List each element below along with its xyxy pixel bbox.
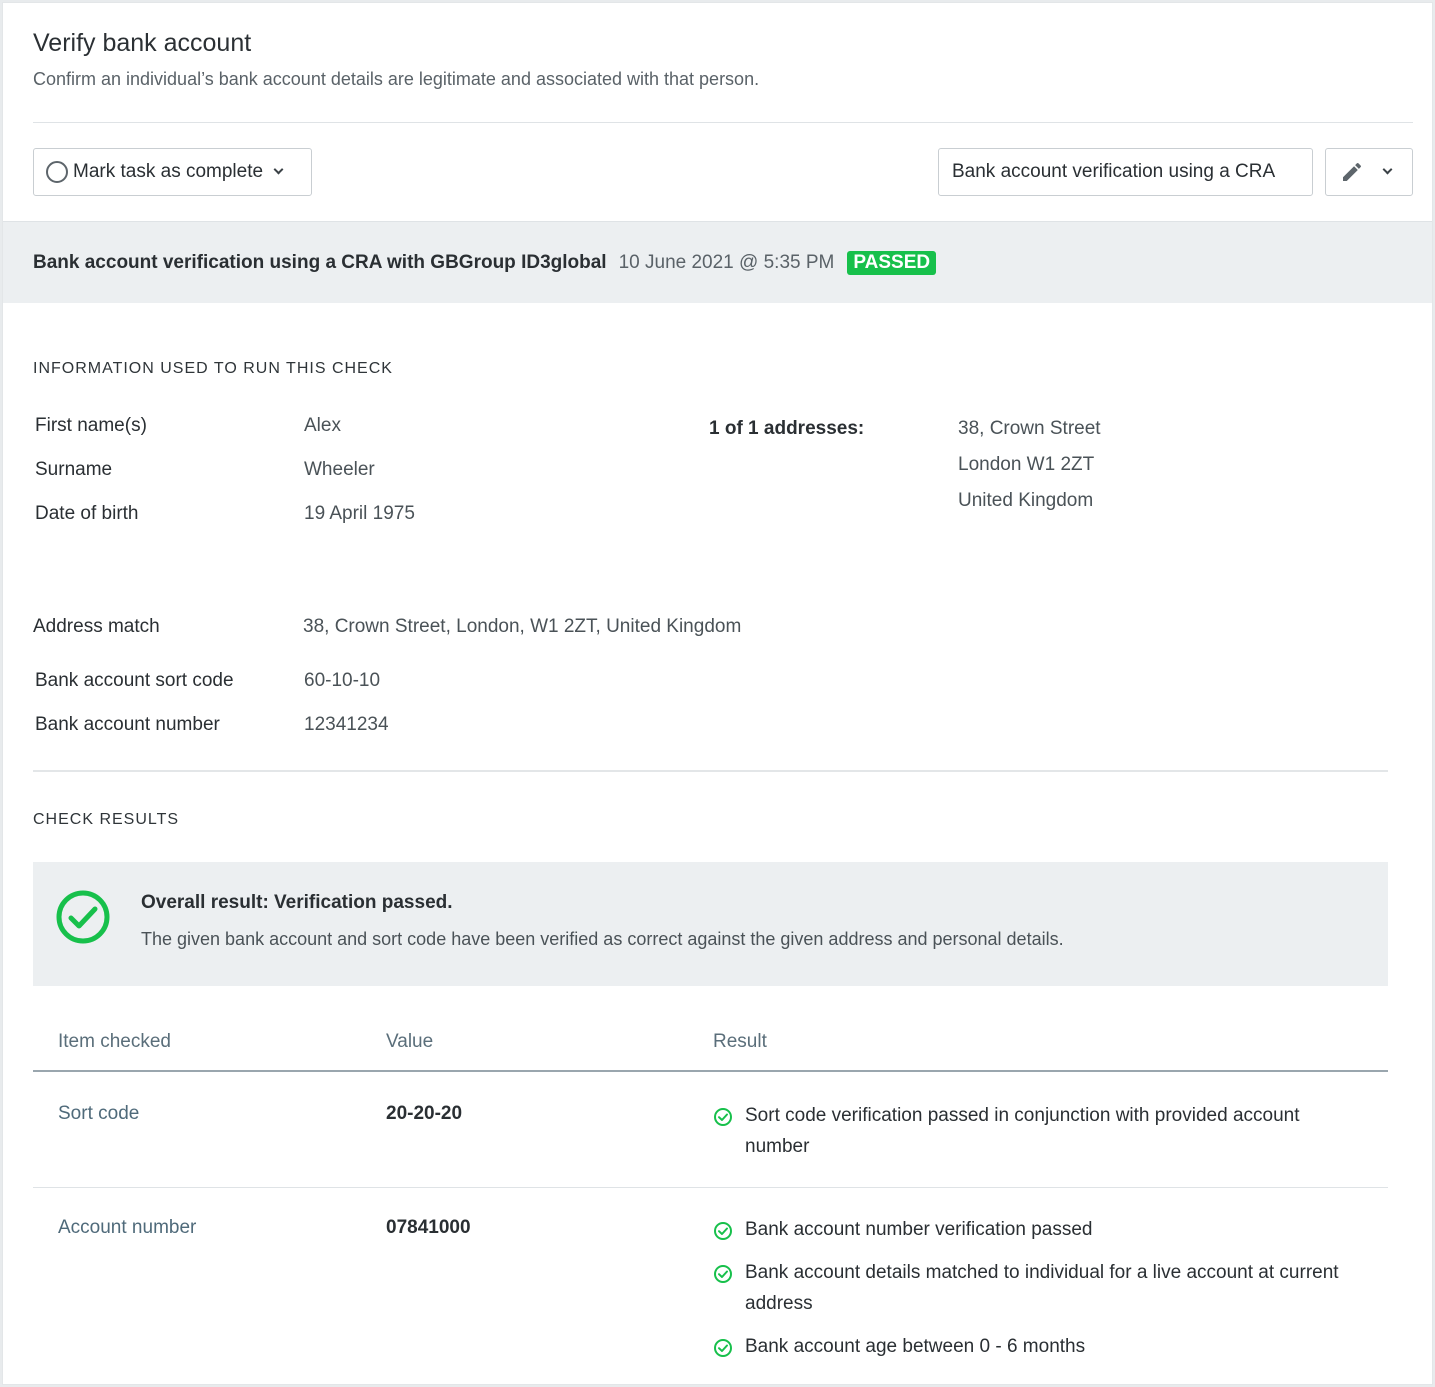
sort-code-value: 60-10-10 (304, 670, 381, 691)
surname-value: Wheeler (304, 459, 375, 480)
address-line-3: United Kingdom (958, 490, 1094, 511)
chevron-down-icon (274, 165, 284, 175)
account-number-value: 12341234 (304, 714, 389, 735)
chevron-down-icon (1383, 165, 1393, 175)
verification-method-button[interactable] (938, 148, 1313, 196)
table-row-item: Sort code (58, 1103, 140, 1124)
address-match-label: Address match (33, 616, 160, 637)
addresses-label: 1 of 1 addresses: (709, 418, 865, 439)
section-divider (33, 770, 1388, 772)
overall-result-text: The given bank account and sort code have been verified as correct against the given address and personal details. (141, 929, 1064, 949)
verify-bank-account-card (2, 2, 1433, 1385)
address-match-value: 38, Crown Street, London, W1 2ZT, United Kingdom (303, 616, 742, 637)
column-header-value: Value (386, 1031, 434, 1052)
radio-circle-icon (46, 161, 68, 183)
result-text: Bank account age between 0 - 6 months (745, 1336, 1086, 1357)
result-line (713, 1260, 1363, 1319)
check-circle-icon (713, 1107, 733, 1127)
page-title: Verify bank account (33, 29, 252, 57)
check-circle-icon (55, 889, 111, 945)
table-header-rule (33, 1070, 1388, 1072)
address-line-1: 38, Crown Street (958, 418, 1101, 439)
check-title: Bank account verification using a CRA with GBGroup ID3global (33, 251, 607, 273)
check-circle-icon (713, 1221, 733, 1241)
result-line (713, 1217, 1363, 1245)
status-badge: PASSED (847, 251, 936, 275)
check-circle-icon (713, 1338, 733, 1358)
table-row-value: 07841000 (386, 1217, 471, 1238)
check-date: 10 June 2021 @ 5:35 PM (618, 251, 835, 273)
table-row-value: 20-20-20 (386, 1103, 463, 1124)
check-circle-icon (713, 1264, 733, 1284)
sort-code-label: Bank account sort code (35, 670, 234, 691)
info-section-heading: INFORMATION USED TO RUN THIS CHECK (33, 360, 393, 377)
mark-task-complete-button[interactable] (33, 148, 312, 196)
check-result-bar (3, 221, 1433, 303)
result-text: Bank account details matched to individual for a live account at current address (745, 1262, 1339, 1314)
mark-task-complete-label: Mark task as complete (73, 161, 264, 182)
table-row-item: Account number (58, 1217, 197, 1238)
table-row-divider (33, 1187, 1388, 1188)
header-divider (33, 122, 1413, 123)
first-name-label: First name(s) (35, 415, 147, 436)
verification-method-label: Bank account verification using a CRA (952, 161, 1276, 182)
overall-result-title: Overall result: Verification passed. (141, 892, 453, 913)
edit-dropdown-button[interactable] (1325, 148, 1413, 196)
result-line (713, 1334, 1363, 1362)
first-name-value: Alex (304, 415, 341, 436)
result-text: Sort code verification passed in conjunction with provided account number (745, 1105, 1300, 1157)
surname-label: Surname (35, 459, 113, 480)
pencil-icon (1340, 160, 1364, 184)
address-line-2: London W1 2ZT (958, 454, 1095, 475)
date-of-birth-value: 19 April 1975 (304, 503, 415, 524)
account-number-label: Bank account number (35, 714, 220, 735)
overall-result-panel (33, 862, 1388, 986)
result-text: Bank account number verification passed (745, 1219, 1093, 1240)
check-results-heading: CHECK RESULTS (33, 811, 180, 828)
column-header-result: Result (713, 1031, 767, 1052)
column-header-item: Item checked (58, 1031, 171, 1052)
date-of-birth-label: Date of birth (35, 503, 139, 524)
result-line (713, 1103, 1363, 1162)
page-subtitle: Confirm an individual’s bank account details are legitimate and associated with that person. (33, 69, 760, 89)
